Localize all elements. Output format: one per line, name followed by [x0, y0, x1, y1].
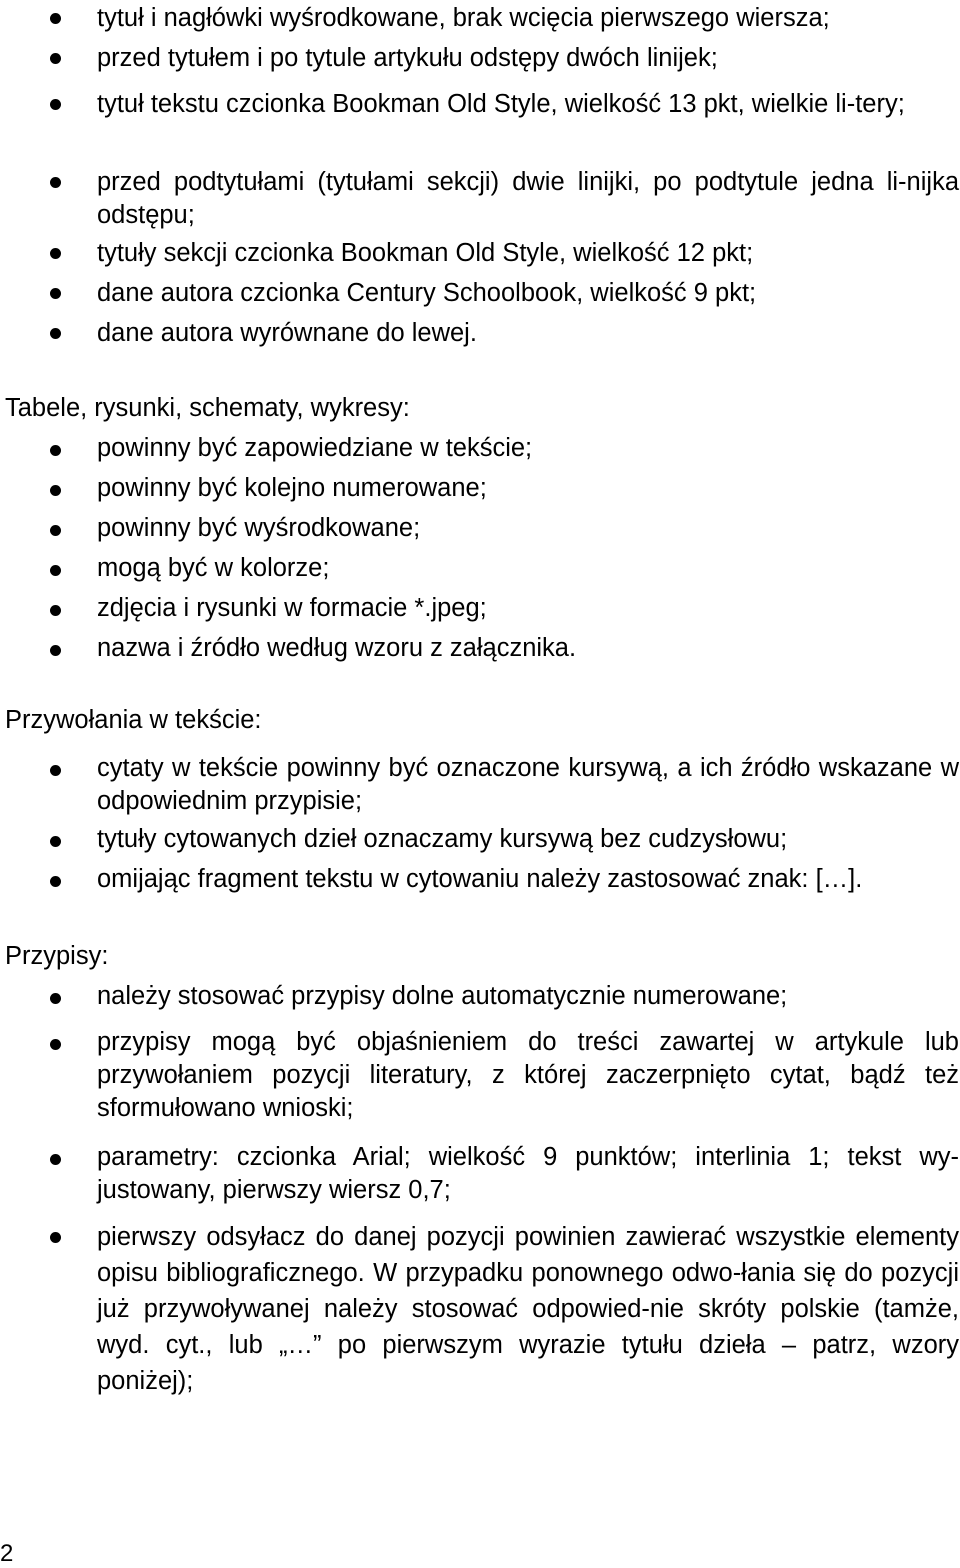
- list-item-text: należy stosować przypisy dolne automatycznie numerowane;: [97, 982, 788, 1010]
- section-heading-footnotes: Przypisy:: [5, 942, 109, 970]
- section-heading-tables: Tabele, rysunki, schematy, wykresy:: [5, 394, 410, 422]
- list-item-text: powinny być kolejno numerowane;: [97, 474, 487, 502]
- list-item-text: dane autora czcionka Century Schoolbook, wielkość 9 pkt;: [97, 279, 757, 307]
- bullet-icon: [50, 328, 61, 339]
- list-item-text: nazwa i źródło według wzoru z załącznika.: [97, 634, 577, 662]
- bullet-icon: [50, 565, 61, 576]
- bullet-icon: [50, 876, 61, 887]
- list-item-text: tytuły sekcji czcionka Bookman Old Style, wielkość 12 pkt;: [97, 239, 754, 267]
- bullet-icon: [50, 99, 61, 110]
- list-item-text: przed podtytułami (tytułami sekcji) dwie linijki, po podtytule jedna li-nijka odstępu;: [97, 168, 959, 229]
- bullet-icon: [50, 1232, 61, 1243]
- list-item-text: pierwszy odsyłacz do danej pozycji powinien zawierać wszystkie elementy opisu bibliograficznego. W przypadku ponownego odwo-łania się do pozycji już przywoływanej należy stosować odpowied-nie skróty polskie (tamże, wyd. cyt., lub „…” po pierwszym wyrazie tytułu dzieła – patrz, wzory poniżej);: [97, 1223, 959, 1395]
- list-item-text: przed tytułem i po tytule artykułu odstępy dwóch linijek;: [97, 44, 718, 72]
- list-item-text: zdjęcia i rysunki w formacie *.jpeg;: [97, 594, 487, 622]
- list-item-text: powinny być zapowiedziane w tekście;: [97, 434, 533, 462]
- bullet-icon: [50, 605, 61, 616]
- bullet-icon: [50, 53, 61, 64]
- list-item-text: powinny być wyśrodkowane;: [97, 514, 421, 542]
- list-item-text: parametry: czcionka Arial; wielkość 9 punktów; interlinia 1; tekst wy-justowany, pierwszy wiersz 0,7;: [97, 1143, 959, 1204]
- list-item-text: cytaty w tekście powinny być oznaczone kursywą, a ich źródło wskazane w odpowiednim przypisie;: [97, 754, 959, 815]
- bullet-icon: [50, 13, 61, 24]
- list-item-text: tytuły cytowanych dzieł oznaczamy kursywą bez cudzysłowu;: [97, 825, 788, 853]
- section-heading-citations: Przywołania w tekście:: [5, 706, 262, 734]
- bullet-icon: [50, 1039, 61, 1050]
- bullet-icon: [50, 445, 61, 456]
- list-item-text: tytuł tekstu czcionka Bookman Old Style, wielkość 13 pkt, wielkie li-tery;: [97, 90, 905, 118]
- bullet-icon: [50, 248, 61, 259]
- bullet-icon: [50, 765, 61, 776]
- list-item-text: przypisy mogą być objaśnieniem do treści zawartej w artykule lub przywołaniem pozycji literatury, z której zaczerpnięto cytat, bądź też sformułowano wnioski;: [97, 1028, 959, 1122]
- bullet-icon: [50, 993, 61, 1004]
- list-item-text: omijając fragment tekstu w cytowaniu należy zastosować znak: […].: [97, 865, 863, 893]
- bullet-icon: [50, 525, 61, 536]
- bullet-icon: [50, 288, 61, 299]
- bullet-icon: [50, 645, 61, 656]
- page-number: 2: [0, 1540, 14, 1567]
- bullet-icon: [50, 836, 61, 847]
- list-item-text: dane autora wyrównane do lewej.: [97, 319, 477, 347]
- bullet-icon: [50, 485, 61, 496]
- list-item-text: tytuł i nagłówki wyśrodkowane, brak wcięcia pierwszego wiersza;: [97, 4, 830, 32]
- list-item-text: mogą być w kolorze;: [97, 554, 330, 582]
- bullet-icon: [50, 1154, 61, 1165]
- bullet-icon: [50, 177, 61, 188]
